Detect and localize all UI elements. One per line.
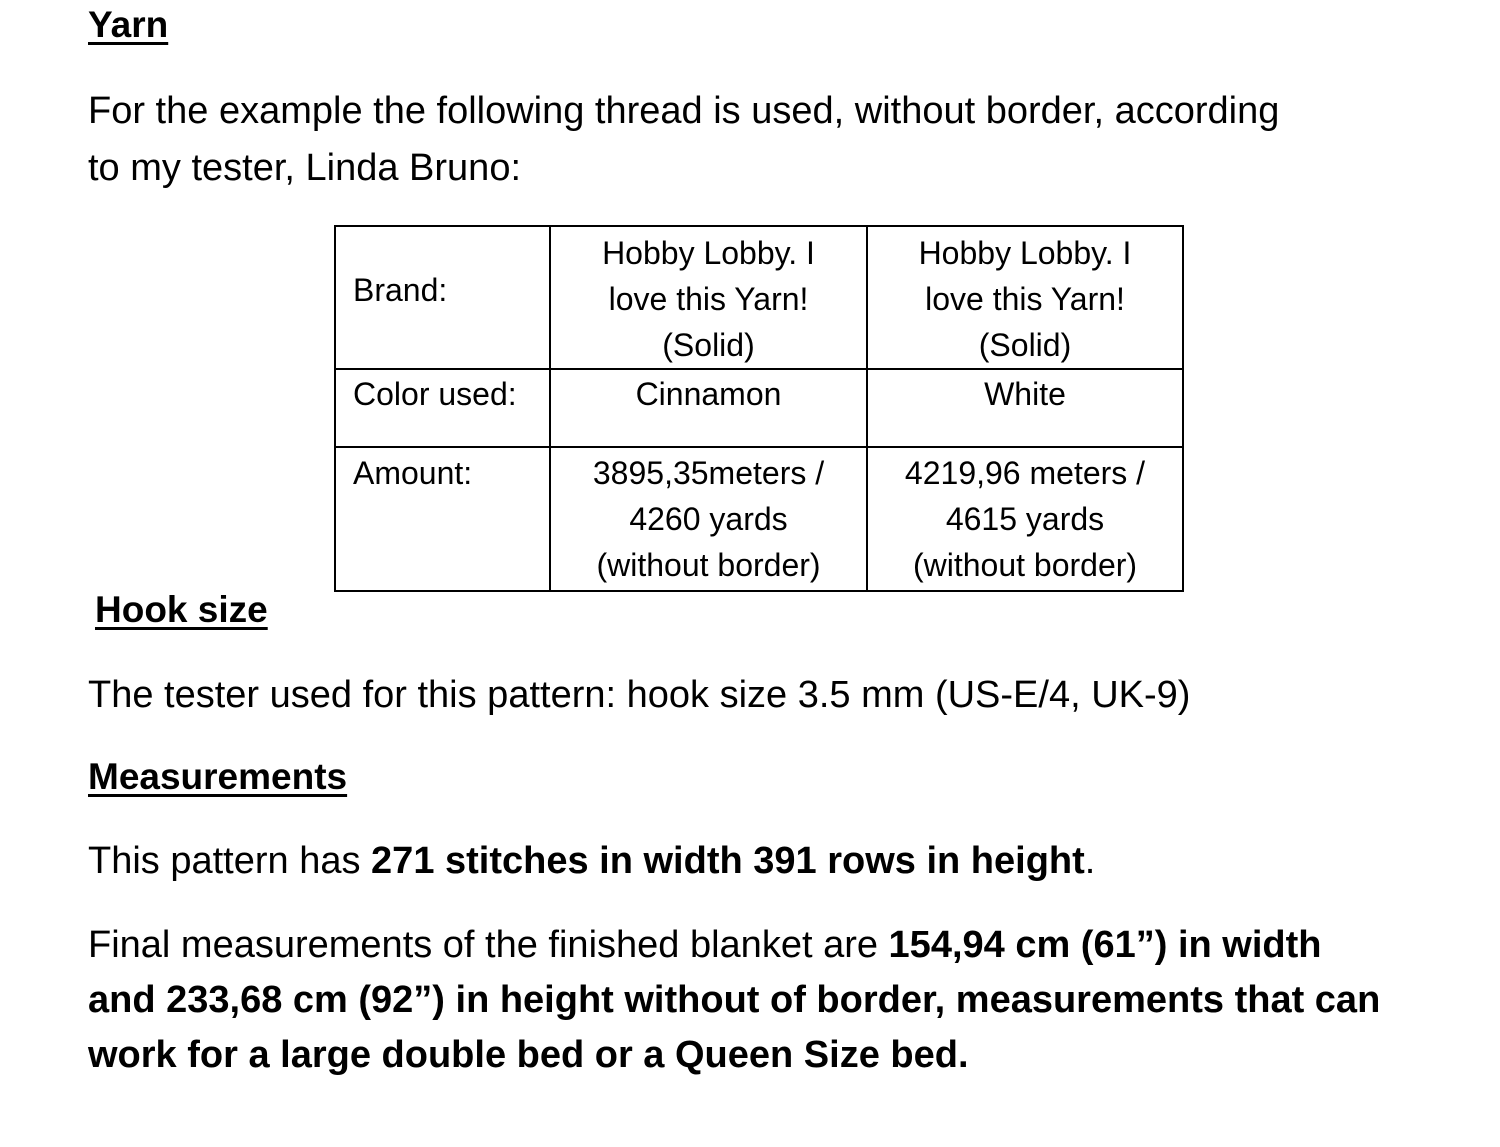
stitch-count-paragraph [88,833,1095,890]
yarn-intro-line-2: to my tester, Linda Bruno: [88,147,522,189]
final-line-3 [88,1028,1380,1083]
cell-line: 4615 yards [945,501,1105,537]
cell-line: (without border) [596,547,821,583]
table-row-amount [335,447,1183,591]
cell-line: Hobby Lobby. I [602,235,815,271]
yarn-heading: Yarn [88,4,169,45]
table-row-color [335,369,1183,447]
cell-line: White [984,376,1066,412]
measurements-heading: Measurements [88,756,348,797]
final-line-1 [88,918,1380,973]
final-line-2 [88,973,1380,1028]
hook-size-paragraph: The tester used for this pattern: hook size 3.5 mm (US-E/4, UK-9) [88,674,1191,716]
table-cell-value [550,447,867,591]
cell-line: (Solid) [662,327,755,363]
table-cell-label: Color used: [335,369,550,447]
cell-line: (Solid) [978,327,1072,363]
table-row-brand [335,226,1183,369]
table-cell-value [867,369,1183,447]
table-cell-value [550,226,867,369]
cell-line: Cinnamon [635,376,782,412]
cell-line: 4260 yards [629,501,788,537]
yarn-intro-paragraph [88,83,1279,197]
table-cell-value [867,226,1183,369]
yarn-table [334,225,1184,592]
final-bold-bed: work for a large double bed or a Queen Size bed. [88,1034,969,1076]
stitch-prefix-text: This pattern has [88,840,372,882]
final-prefix-text: Final measurements of the finished blanket are [88,924,889,966]
cell-line: Hobby Lobby. I [918,235,1132,271]
hook-size-heading: Hook size [95,589,268,630]
final-bold-height: and 233,68 cm (92”) in height without of border, measurements that can [88,979,1381,1021]
table-cell-label: Brand: [335,226,550,369]
cell-line: love this Yarn! [925,281,1125,317]
stitch-count-bold: 271 stitches in width 391 rows in height [371,840,1085,882]
table-cell-value [867,447,1183,591]
table-cell-value [550,369,867,447]
stitch-suffix-text: . [1084,840,1096,882]
table-cell-label: Amount: [335,447,550,591]
cell-line: (without border) [912,547,1138,583]
final-bold-width: 154,94 cm (61”) in width [888,924,1322,966]
cell-line: 3895,35meters / [592,455,825,491]
cell-line: love this Yarn! [608,281,809,317]
final-measurements-paragraph [88,918,1380,1083]
cell-line: 4219,96 meters / [904,455,1146,491]
yarn-intro-line-1: For the example the following thread is used, without border, according [88,90,1280,132]
